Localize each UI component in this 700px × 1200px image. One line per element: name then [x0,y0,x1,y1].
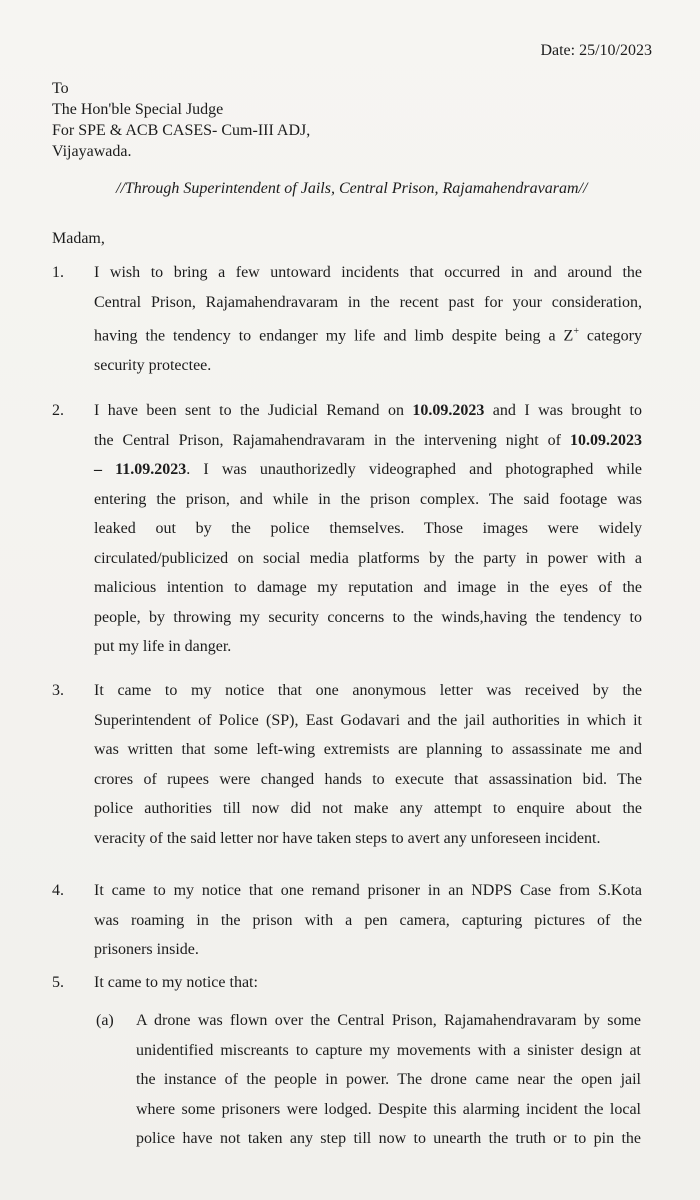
paragraph-line: It came to my notice that one anonymous letter was received by the [94,682,642,699]
address-to: To [52,80,69,97]
paragraph-line: Superintendent of Police (SP), East Godavari and the jail authorities in which it [94,711,642,729]
paragraph-line: police have not taken any step till now to unearth the truth or to pin the [136,1130,641,1147]
paragraph-line: It came to my notice that one remand prisoner in an NDPS Case from S.Kota [94,882,642,899]
paragraph-line: people, by throwing my security concerns to the winds,having the tendency to [94,608,642,626]
address-line-3: Vijayawada. [52,143,132,160]
paragraph-number: 3. [52,682,64,699]
paragraph-line: leaked out by the police themselves. Those images were widely [94,520,642,537]
paragraph-line: Central Prison, Rajamahendravaram in the recent past for your consideration, [94,293,642,311]
recipient-address [52,78,310,162]
paragraph-line: where some prisoners were lodged. Despite this alarming incident the local [136,1100,641,1118]
paragraph-line: circulated/publicized on social media platforms by the party in power with a [94,549,642,567]
address-line-2: For SPE & ACB CASES- Cum-III ADJ, [52,122,311,139]
paragraph-4 [52,876,642,965]
through-line: //Through Superintendent of Jails, Central Prison, Rajamahendravaram// [116,180,588,197]
paragraph-1 [52,258,642,380]
paragraph-line: It came to my notice that: [94,974,258,991]
date-bold: – 11.09.2023 [94,461,187,478]
paragraph-line: crores of rupees were changed hands to execute that assassination bid. The [94,770,642,788]
address-line-1: The Hon'ble Special Judge [52,101,224,118]
paragraph-number: 2. [52,402,64,419]
paragraph-2 [52,396,642,662]
subparagraph-number: (a) [96,1012,114,1029]
paragraph-line: I have been sent to the Judicial Remand on 10.09.2023 and I was brought to [94,402,643,419]
paragraph-5 [52,968,642,998]
paragraph-3 [52,676,642,853]
paragraph-line: – 11.09.2023. I was unauthorizedly videographed and photographed while [94,461,642,478]
paragraph-line: A drone was flown over the Central Prison, Rajamahendravaram by some [136,1012,641,1029]
paragraph-line: prisoners inside. [94,941,199,958]
subparagraph-a [96,1006,641,1154]
paragraph-line: entering the prison, and while in the prison complex. The said footage was [94,490,642,508]
paragraph-line: the instance of the people in power. The drone came near the open jail [136,1071,641,1088]
date-bold: 10.09.2023 [412,402,485,419]
paragraph-line: police authorities till now did not make any attempt to enquire about the [94,800,642,817]
paragraph-line: security protectee. [94,356,212,374]
letter-date: Date: 25/10/2023 [540,42,652,59]
paragraph-number: 4. [52,882,64,899]
paragraph-line: the Central Prison, Rajamahendravaram in the intervening night of 10.09.2023 [94,431,642,449]
paragraph-line: having the tendency to endanger my life and limb despite being a Z+ category [94,326,643,345]
paragraph-line: malicious intention to damage my reputation and image in the eyes of the [94,579,642,596]
salutation: Madam, [52,230,105,247]
paragraph-number: 1. [52,264,64,281]
date-bold: 10.09.2023 [570,431,642,449]
paragraph-line: was written that some left-wing extremists are planning to assassinate me and [94,741,642,758]
superscript-plus: + [573,326,579,337]
paragraph-line: was roaming in the prison with a pen camera, capturing pictures of the [94,911,642,929]
paragraph-line: put my life in danger. [94,638,232,655]
paragraph-line: unidentified miscreants to capture my movements with a sinister design at [136,1041,641,1059]
paragraph-line: I wish to bring a few untoward incidents that occurred in and around the [94,264,642,281]
paragraph-line: veracity of the said letter nor have taken steps to avert any unforeseen incident. [94,829,601,847]
paragraph-number: 5. [52,974,64,991]
